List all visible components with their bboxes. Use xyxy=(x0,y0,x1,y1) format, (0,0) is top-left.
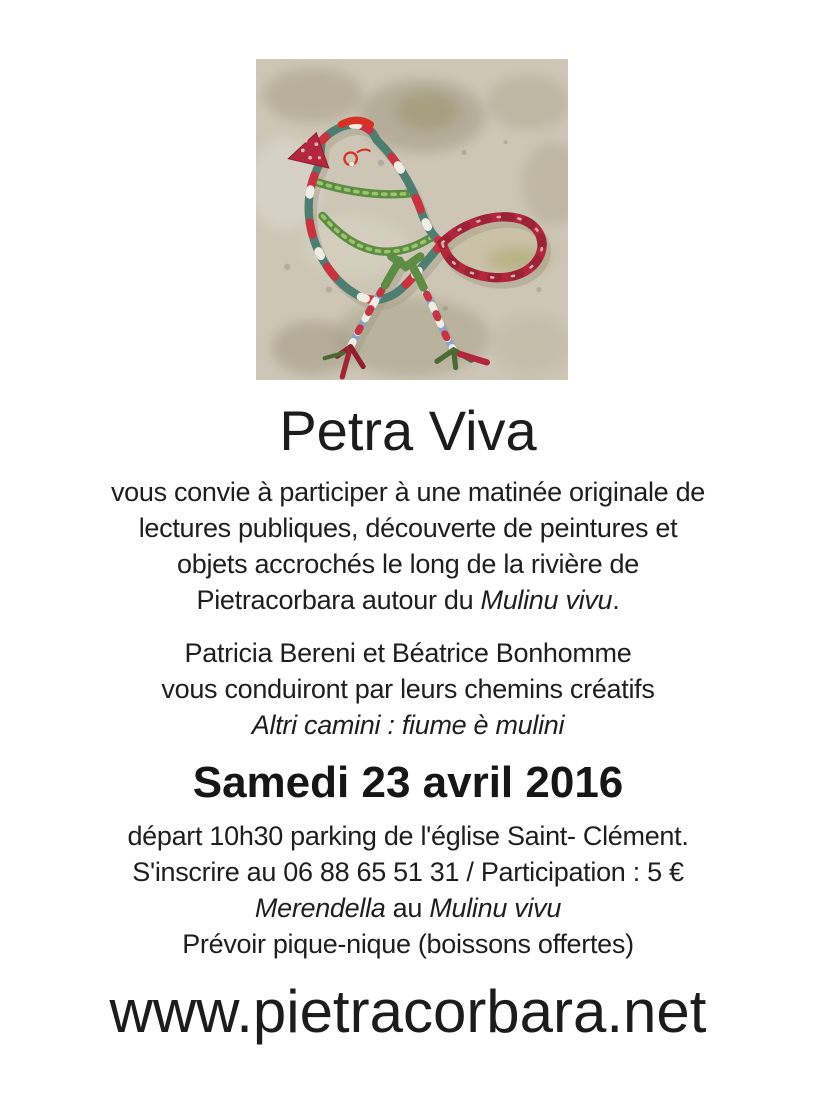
intro-line-4-italic: Mulinu vivu xyxy=(480,585,613,615)
poster-title: Petra Viva xyxy=(279,399,537,462)
intro-line-2: lectures publiques, découverte de peintures et xyxy=(138,513,678,543)
intro-line-3: objets accrochés le long de la rivière de xyxy=(177,549,639,579)
details-line-3-italic-2: Mulinu vivu xyxy=(429,893,562,923)
intro-line-4-suffix: . xyxy=(612,585,620,615)
intro-paragraph xyxy=(0,474,816,618)
details-line-1: départ 10h30 parking de l'église Saint- Clément. xyxy=(127,821,689,851)
details-line-3-italic-1: Merendella xyxy=(254,893,386,923)
details-line-3 xyxy=(0,890,816,926)
guides-line-3 xyxy=(0,707,816,743)
website-url: www.pietracorbara.net xyxy=(109,978,707,1045)
intro-line-1: vous convie à participer à une matinée originale de xyxy=(110,477,706,507)
event-date-heading: Samedi 23 avril 2016 xyxy=(192,758,624,807)
details-paragraph xyxy=(0,818,816,962)
guides-paragraph xyxy=(0,635,816,743)
details-line-2: S'inscrire au 06 88 65 51 31 / Participation : 5 € xyxy=(132,857,684,887)
intro-line-4-prefix: Pietracorbara autour du xyxy=(196,585,481,615)
intro-line-4 xyxy=(0,582,816,618)
details-line-3-mid: au xyxy=(385,893,430,923)
guides-line-3-italic: Altri camini : fiume è mulini xyxy=(251,710,565,740)
guides-line-2: vous conduiront par leurs chemins créatifs xyxy=(161,674,655,704)
event-photo xyxy=(256,59,568,380)
details-line-4: Prévoir pique-nique (boissons offertes) xyxy=(182,929,634,959)
bird-artwork-illustration xyxy=(256,59,568,380)
guides-line-1: Patricia Bereni et Béatrice Bonhomme xyxy=(184,638,632,668)
